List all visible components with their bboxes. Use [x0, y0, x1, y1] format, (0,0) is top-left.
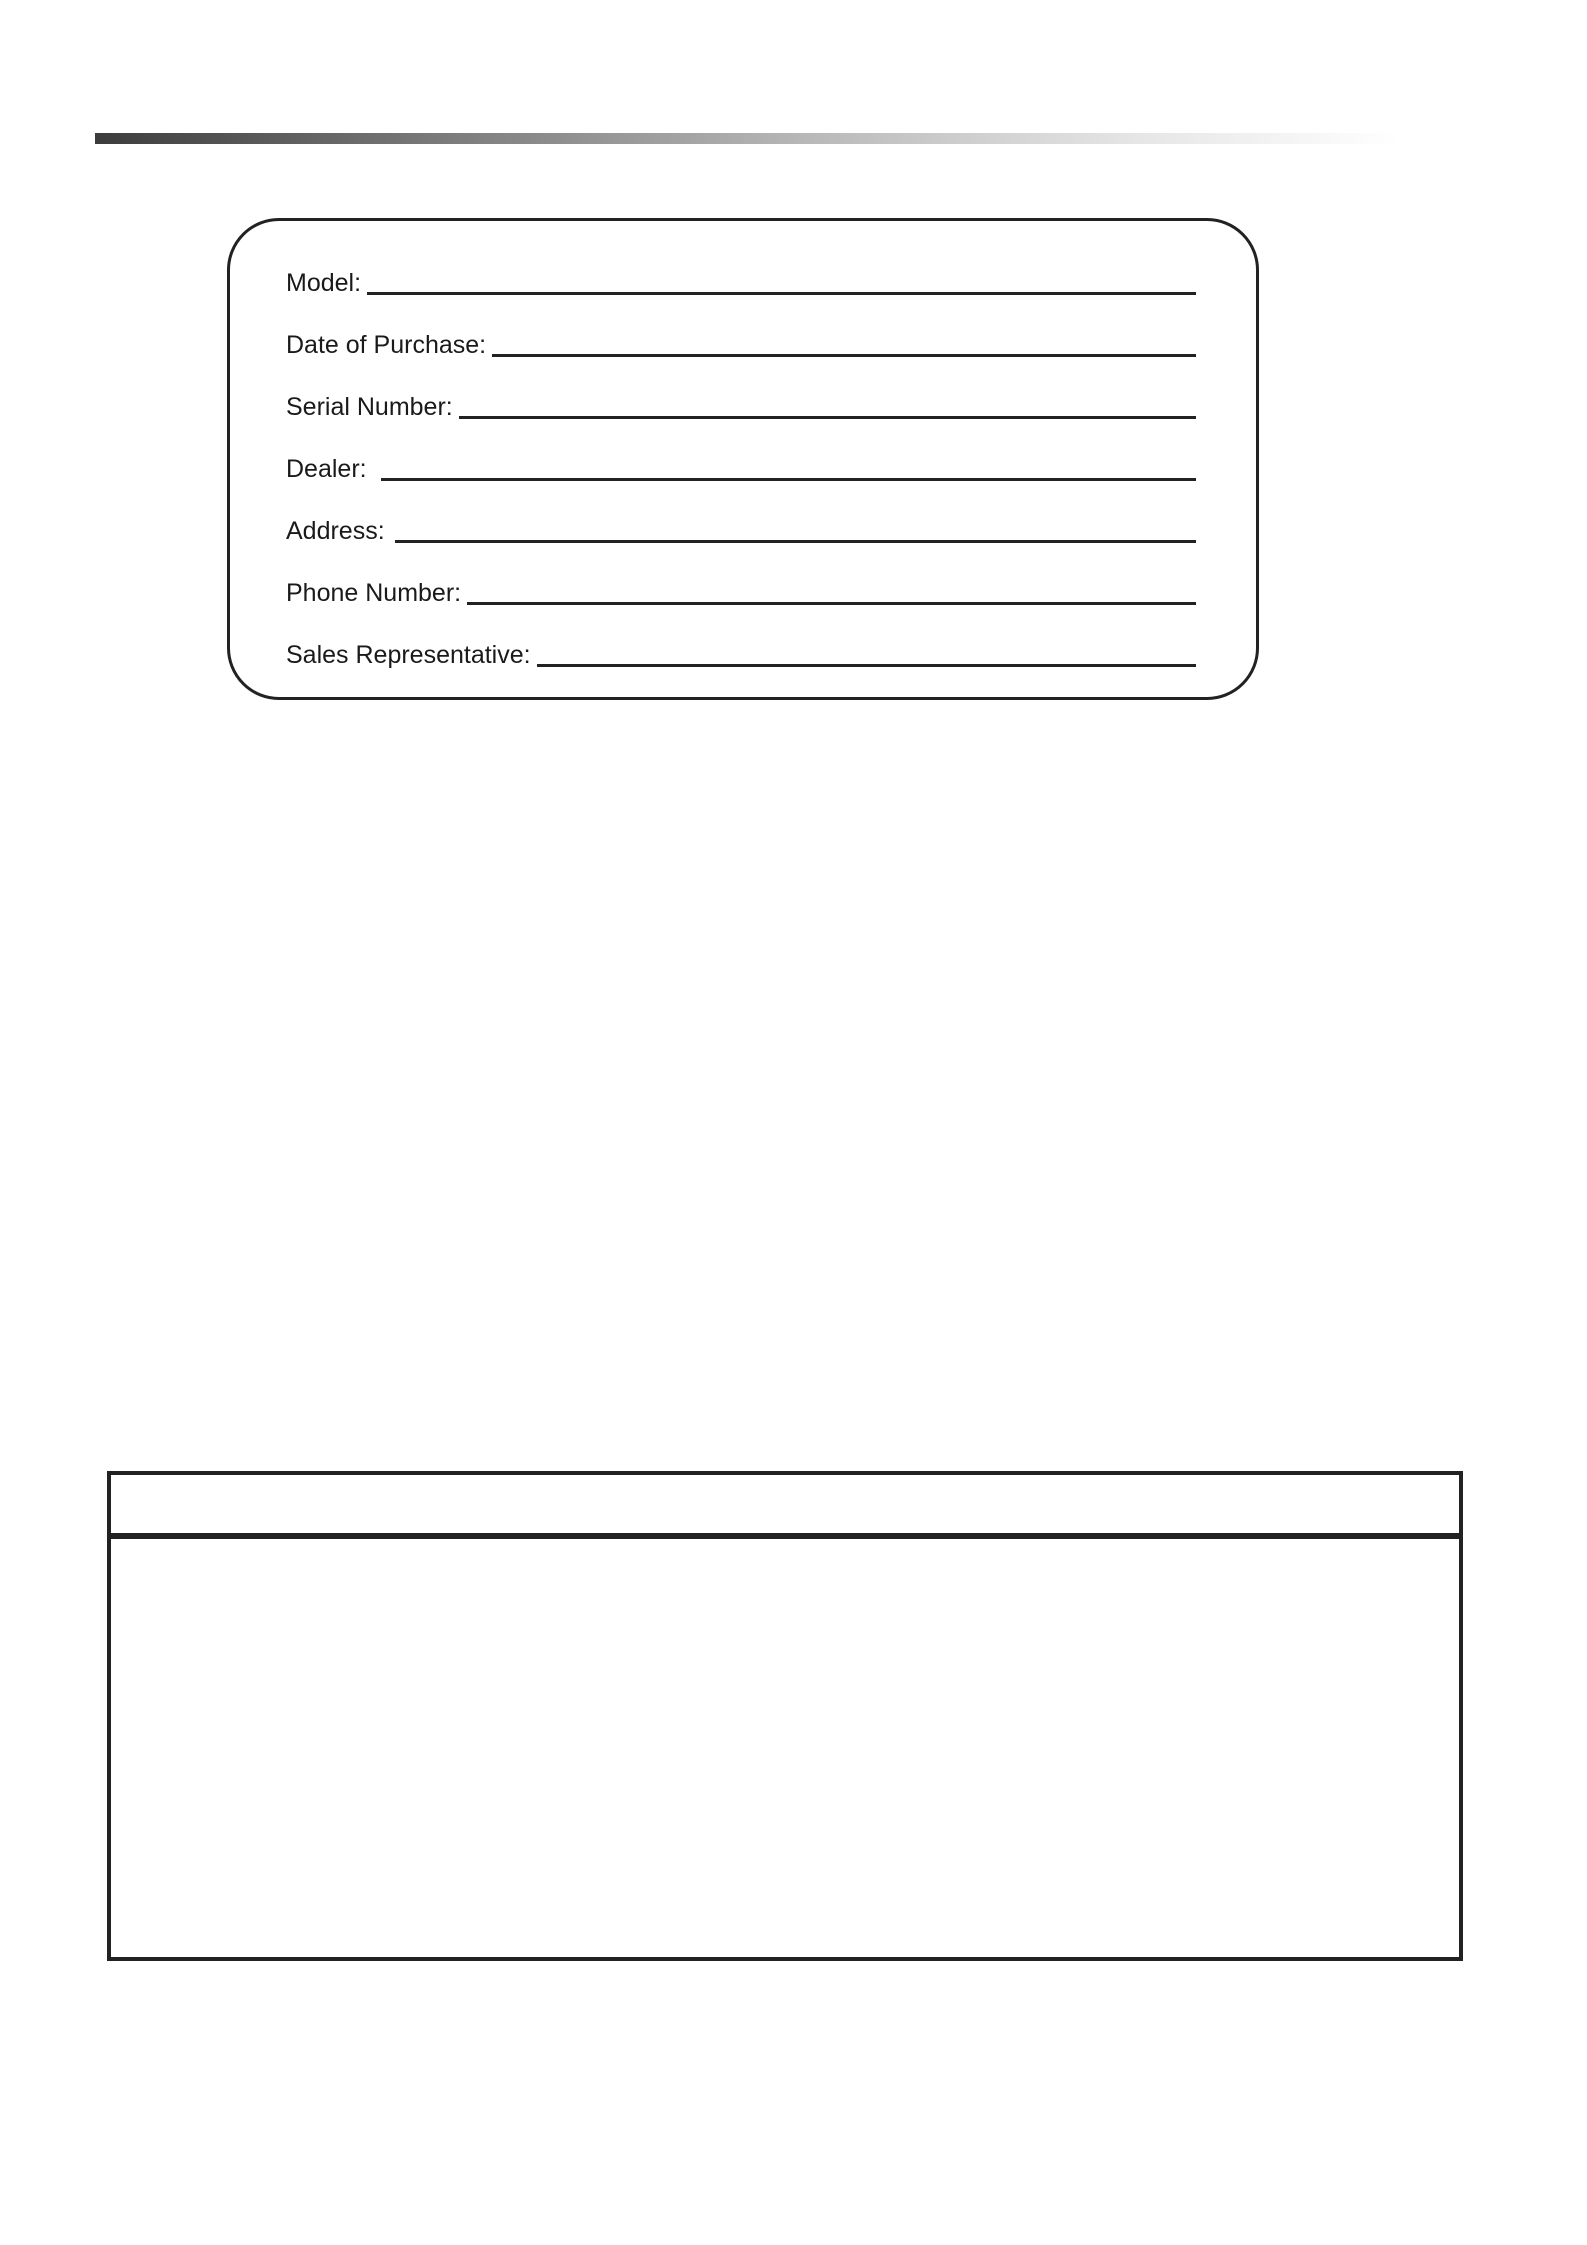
date-of-purchase-field [286, 319, 1196, 359]
address-field [286, 505, 1196, 545]
notes-header-divider [111, 1533, 1459, 1539]
model-blank-line[interactable] [367, 292, 1196, 295]
notes-box [107, 1471, 1463, 1961]
serial-number-label: Serial Number: [286, 393, 453, 421]
address-blank-line[interactable] [395, 540, 1196, 543]
date-of-purchase-blank-line[interactable] [492, 354, 1196, 357]
phone-number-blank-line[interactable] [467, 602, 1196, 605]
date-of-purchase-label: Date of Purchase: [286, 331, 487, 359]
dealer-label: Dealer: [286, 455, 367, 483]
serial-number-blank-line[interactable] [459, 416, 1196, 419]
dealer-blank-line[interactable] [381, 478, 1196, 481]
model-field [286, 257, 1196, 297]
sales-representative-blank-line[interactable] [537, 664, 1196, 667]
dealer-field [286, 443, 1196, 483]
serial-number-field [286, 381, 1196, 421]
sales-representative-field [286, 629, 1196, 669]
phone-number-label: Phone Number: [286, 579, 462, 607]
model-label: Model: [286, 269, 362, 297]
header-gradient-bar [95, 133, 1400, 144]
phone-number-field [286, 567, 1196, 607]
address-label: Address: [286, 517, 385, 545]
product-record-card [227, 218, 1259, 700]
sales-representative-label: Sales Representative: [286, 641, 531, 669]
